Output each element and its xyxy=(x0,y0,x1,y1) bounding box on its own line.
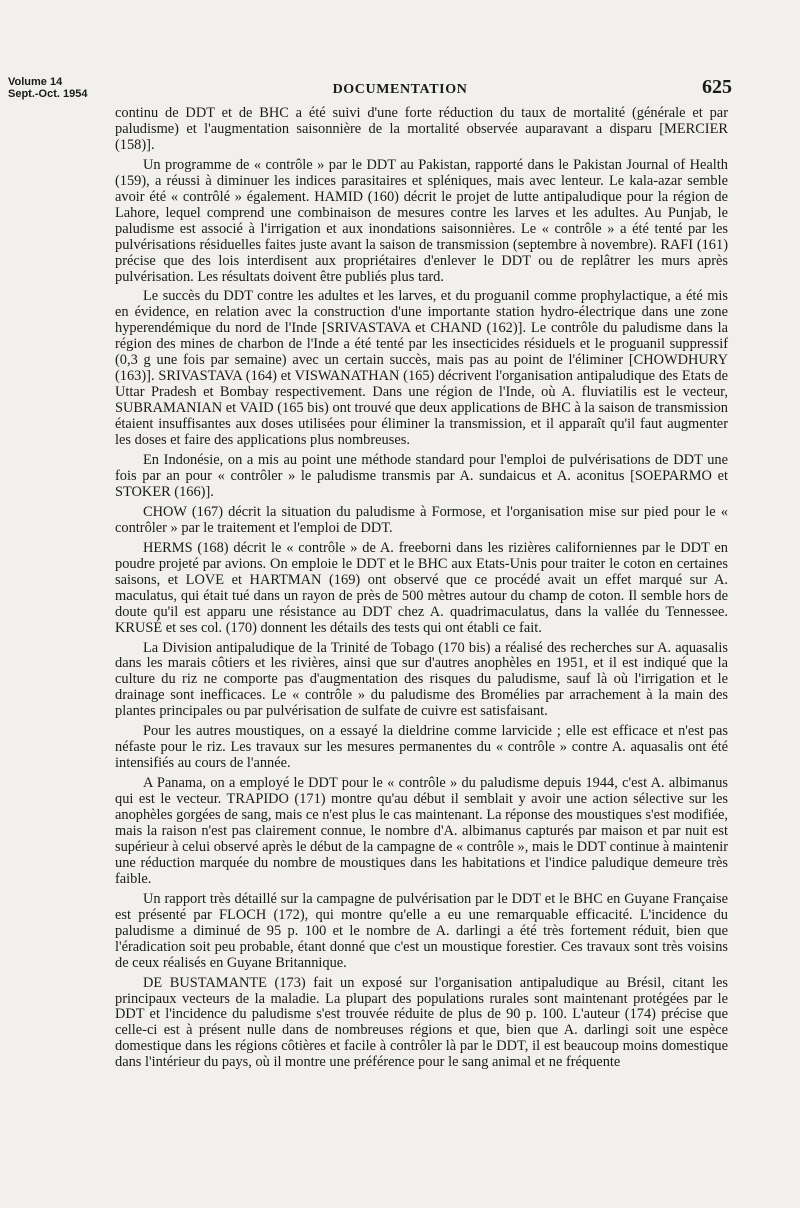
paragraph: CHOW (167) décrit la situation du paludisme à Formose, et l'organisation mise sur pied pour le « contrôler » par le traitement et l'emploi de DDT. xyxy=(115,503,728,536)
paragraph: Pour les autres moustiques, on a essayé la dieldrine comme larvicide ; elle est efficace et n'est pas néfaste pour le riz. Les travaux sur les mesures permanentes du « contrôle » contre A. aquasalis ont été intensifiés au cours de l'année. xyxy=(115,723,728,772)
paragraph: DE BUSTAMANTE (173) fait un exposé sur l'organisation antipaludique au Brésil, citant les principaux vecteurs de la maladie. La plupart des populations rurales sont maintenant protégées par le DDT et l'incidence du paludisme s'est trouvée réduite de plus de 90 p. 100. L'auteur (174) précise que celle-ci est à présent nulle dans de nombreuses régions et que, bien que A. darlingi soit une espèce domestique dans les régions côtières et facile à contrôler là par le DDT, il est beaucoup moins domestique dans l'intérieur du pays, où il montre une préférence pour le sang animal et ne fréquente xyxy=(115,974,728,1071)
page-number: 625 xyxy=(702,76,732,98)
volume-number: Volume 14 xyxy=(8,76,63,88)
paragraph: A Panama, on a employé le DDT pour le « contrôle » du paludisme depuis 1944, c'est A. albimanus qui est le vecteur. TRAPIDO (171) montre qu'au début il semblait y avoir une action sélective sur les anophèles gorgées de sang, mais ce n'est plus le cas maintenant. La réponse des moustiques s'est modifiée, mais la raison n'est pas clairement connue, le nombre d'A. albimanus capturés par maison et par nuit est supérieur à celui observé après le début de la campagne de « contrôle », mais le DDT continue à maintenir une réduction marquée du nombre de moustiques dans les habitations et l'indice paludique demeure très faible. xyxy=(115,775,728,887)
issue-date: Sept.-Oct. 1954 xyxy=(8,88,88,100)
paragraph: HERMS (168) décrit le « contrôle » de A. freeborni dans les rizières californiennes par le DDT en poudre projeté par avions. On emploie le DDT et le BHC aux Etats-Unis pour traiter le coton en certaines saisons, et LOVE et HARTMAN (169) ont observé que ce procédé avait un effet marqué sur A. maculatus, qui était tué dans un rayon de près de 500 mètres autour du champ de coton. Il semble hors de doute qu'il est apparu une résistance au DDT chez A. quadrimaculatus, dans la vallée du Tennessee. KRUSÉ et ses col. (170) donnent les détails des tests qui ont établi ce fait. xyxy=(115,539,728,636)
paragraph: En Indonésie, on a mis au point une méthode standard pour l'emploi de pulvérisations de DDT une fois par an pour « contrôler » le paludisme transmis par A. sundaicus et A. aconitus [SOEPARMO et STOKER (166)]. xyxy=(115,452,728,500)
paragraph: continu de DDT et de BHC a été suivi d'une forte réduction du taux de mortalité (générale et par paludisme) et l'augmentation saisonnière de la mortalité observée auparavant a disparu [MERCIER (158)]. xyxy=(115,105,728,153)
paragraph: Un programme de « contrôle » par le DDT au Pakistan, rapporté dans le Pakistan Journal of Health (159), a réussi à diminuer les indices parasitaires et spléniques, mais avec lenteur. Le kala-azar semble avoir été « contrôlé » également. HAMID (160) décrit le projet de lutte antipaludique pour la région de Lahore, lequel comprend une combinaison de mesures contre les larves et les adultes. Au Punjab, le paludisme est associé à l'irrigation et aux inondations saisonnières. Le « contrôle » a été tenté par les pulvérisations résiduelles faites juste avant la saison de transmission (septembre à novembre). RAFI (161) précise que des lois interdisent aux propriétaires d'enlever le DDT ou de replâtrer les murs après pulvérisation. Les résultats doivent être publiés plus tard. xyxy=(115,156,728,285)
body-text xyxy=(115,106,728,1071)
running-title: DOCUMENTATION xyxy=(332,82,468,97)
paragraph: Un rapport très détaillé sur la campagne de pulvérisation par le DDT et le BHC en Guyane Française est présenté par FLOCH (172), qui montre qu'elle a eu une remarquable efficacité. L'incidence du paludisme a diminué de 95 p. 100 et le nombre de A. darlingi a été très fortement réduit, bien que l'éradication soit peu probable, étant donné que c'est un moustique forestier. Ces travaux sont très voisins de ceux réalisés en Guyane Britannique. xyxy=(115,890,728,971)
paragraph: Le succès du DDT contre les adultes et les larves, et du proguanil comme prophylactique, a été mis en évidence, en relation avec la construction d'une importante station hydro-électrique dans une zone hyperendémique du nord de l'Inde [SRIVASTAVA et CHAND (162)]. Le contrôle du paludisme dans la région des mines de charbon de l'Inde a été tenté par les insecticides résiduels et le proguanil suppressif (0,3 g une fois par semaine) avec un certain succès, mais pas au point de l'éliminer [CHOWDHURY (163)]. SRIVASTAVA (164) et VISWANATHAN (165) décrivent l'organisation antipaludique des Etats de Uttar Pradesh et Bombay respectivement. Dans une région de l'Inde, où A. fluviatilis est le vecteur, SUBRAMANIAN et VAID (165 bis) ont trouvé que deux applications de BHC à la saison de transmission étaient insuffisantes aux doses utilisées pour éliminer la transmission, et il apparaît qu'il faut augmenter les doses et faire des applications plus nombreuses. xyxy=(115,288,728,449)
paragraph: La Division antipaludique de la Trinité de Tobago (170 bis) a réalisé des recherches sur A. aquasalis dans les marais côtiers et les rivières, ainsi que sur d'autres anophèles en 1951, et il est indiqué que la culture du riz ne comporte pas d'augmentation des risques du paludisme, sauf là où l'irrigation et le drainage sont inefficaces. Le « contrôle » du paludisme des Bromélies par arrachement à la main des plantes principales ou par pulvérisation de sulfate de cuivre est satisfaisant. xyxy=(115,639,728,720)
